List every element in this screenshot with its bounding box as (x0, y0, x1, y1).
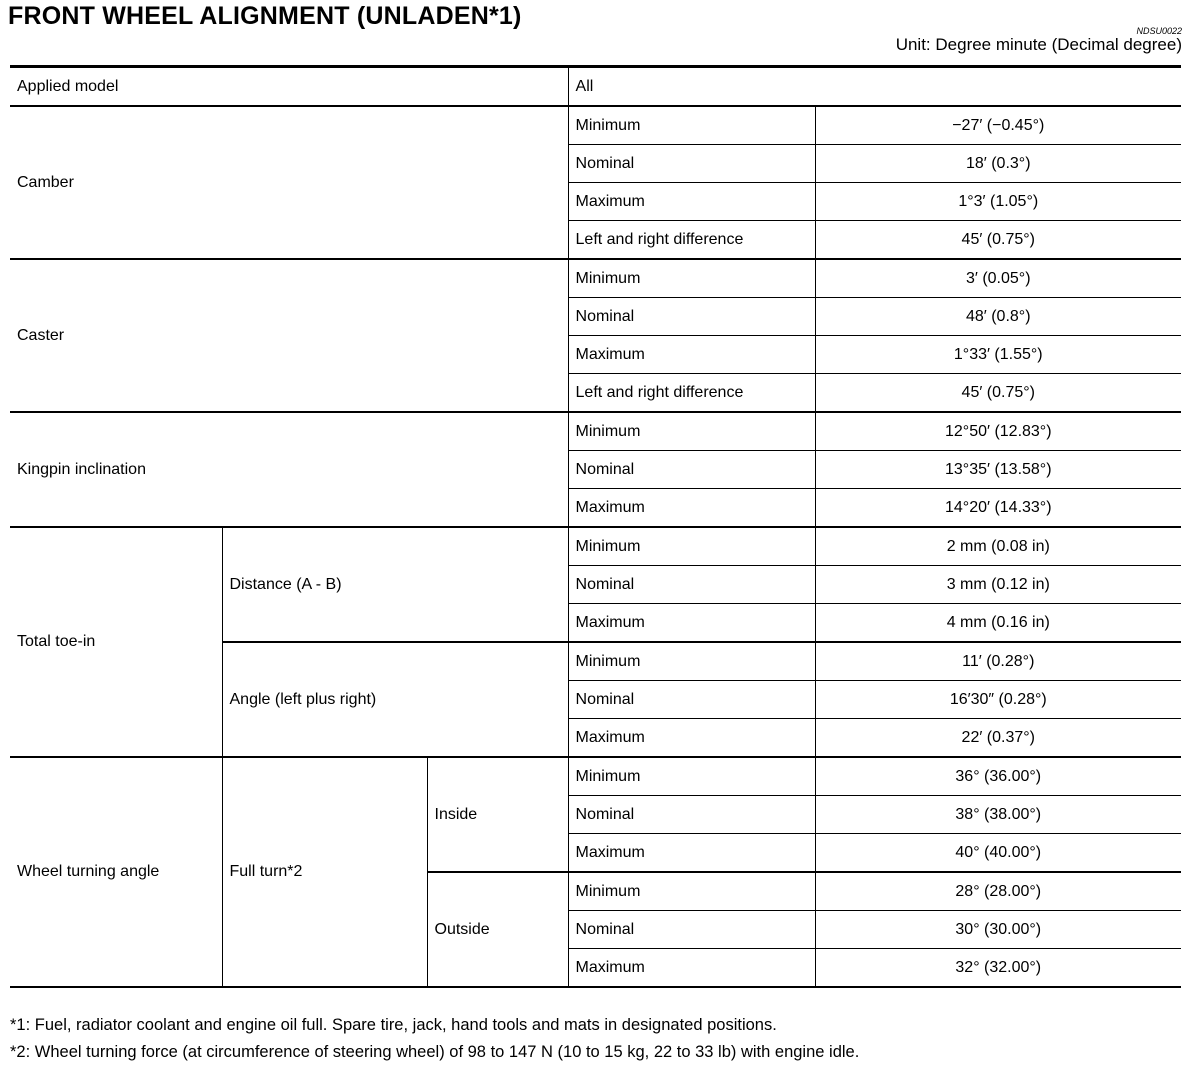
toe-in-distance-label: Distance (A - B) (222, 527, 568, 642)
value-cell: 16′30″ (0.28°) (815, 681, 1181, 719)
unit-note: Unit: Degree minute (Decimal degree) (895, 35, 1182, 54)
value-cell: 40° (40.00°) (815, 834, 1181, 873)
param-cell: Maximum (568, 834, 815, 873)
table-row (10, 757, 1181, 796)
param-cell: Minimum (568, 527, 815, 566)
applied-model-label: Applied model (10, 67, 568, 107)
table-row (10, 412, 1181, 451)
table-row (10, 259, 1181, 298)
param-cell: Nominal (568, 145, 815, 183)
value-cell: 45′ (0.75°) (815, 374, 1181, 413)
page-title: FRONT WHEEL ALIGNMENT (UNLADEN*1) (8, 2, 522, 30)
value-cell: 1°3′ (1.05°) (815, 183, 1181, 221)
toe-in-angle-label: Angle (left plus right) (222, 642, 568, 757)
value-cell: 4 mm (0.16 in) (815, 604, 1181, 643)
camber-label: Camber (10, 106, 568, 259)
footnotes (10, 1012, 859, 1066)
front-wheel-alignment-table (10, 65, 1181, 988)
full-turn-label: Full turn*2 (222, 757, 427, 987)
value-cell: 36° (36.00°) (815, 757, 1181, 796)
value-cell: −27′ (−0.45°) (815, 106, 1181, 145)
value-cell: 32° (32.00°) (815, 949, 1181, 988)
param-cell: Nominal (568, 796, 815, 834)
param-cell: Nominal (568, 451, 815, 489)
value-cell: 1°33′ (1.55°) (815, 336, 1181, 374)
value-cell: 30° (30.00°) (815, 911, 1181, 949)
value-cell: 11′ (0.28°) (815, 642, 1181, 681)
param-cell: Nominal (568, 681, 815, 719)
param-cell: Minimum (568, 757, 815, 796)
inside-label: Inside (427, 757, 568, 872)
param-cell: Maximum (568, 489, 815, 528)
param-cell: Minimum (568, 106, 815, 145)
param-cell: Nominal (568, 911, 815, 949)
kingpin-label: Kingpin inclination (10, 412, 568, 527)
param-cell: Maximum (568, 336, 815, 374)
footnote-2: *2: Wheel turning force (at circumference of steering wheel) of 98 to 147 N (10 to 15 kg, 22 to 33 lb) with engine idle. (10, 1043, 860, 1061)
param-cell: Maximum (568, 949, 815, 988)
value-cell: 3 mm (0.12 in) (815, 566, 1181, 604)
document-code: NDSU0022 (1136, 26, 1182, 36)
value-cell: 28° (28.00°) (815, 872, 1181, 911)
param-cell: Nominal (568, 566, 815, 604)
value-cell: 18′ (0.3°) (815, 145, 1181, 183)
wheel-turning-angle-label: Wheel turning angle (10, 757, 222, 987)
applied-model-value: All (568, 67, 1181, 107)
param-cell: Maximum (568, 183, 815, 221)
param-cell: Minimum (568, 642, 815, 681)
outside-label: Outside (427, 872, 568, 987)
param-cell: Left and right difference (568, 221, 815, 260)
value-cell: 12°50′ (12.83°) (815, 412, 1181, 451)
value-cell: 38° (38.00°) (815, 796, 1181, 834)
table-row (10, 527, 1181, 566)
footnote-1: *1: Fuel, radiator coolant and engine oil full. Spare tire, jack, hand tools and mats in designated positions. (10, 1016, 777, 1034)
value-cell: 45′ (0.75°) (815, 221, 1181, 260)
param-cell: Left and right difference (568, 374, 815, 413)
toe-in-label: Total toe-in (10, 527, 222, 757)
caster-label: Caster (10, 259, 568, 412)
param-cell: Nominal (568, 298, 815, 336)
param-cell: Maximum (568, 604, 815, 643)
table-row (10, 106, 1181, 145)
value-cell: 14°20′ (14.33°) (815, 489, 1181, 528)
param-cell: Maximum (568, 719, 815, 758)
value-cell: 13°35′ (13.58°) (815, 451, 1181, 489)
value-cell: 22′ (0.37°) (815, 719, 1181, 758)
value-cell: 2 mm (0.08 in) (815, 527, 1181, 566)
value-cell: 3′ (0.05°) (815, 259, 1181, 298)
value-cell: 48′ (0.8°) (815, 298, 1181, 336)
param-cell: Minimum (568, 412, 815, 451)
table-row-applied-model (10, 67, 1181, 107)
param-cell: Minimum (568, 872, 815, 911)
param-cell: Minimum (568, 259, 815, 298)
